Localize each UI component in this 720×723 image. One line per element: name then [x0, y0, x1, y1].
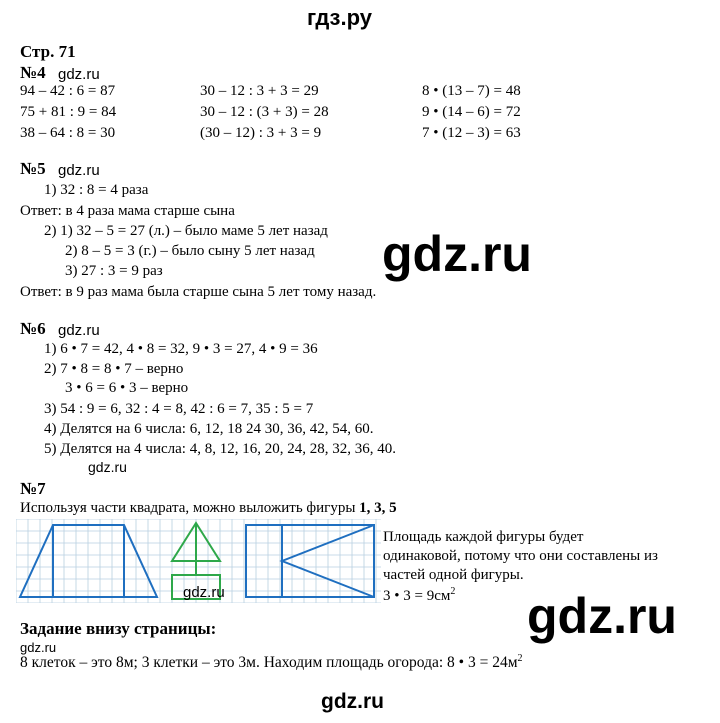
- equation: 75 + 81 : 9 = 84: [20, 104, 117, 120]
- page-number: Стр. 71: [20, 42, 76, 61]
- equation: 30 – 12 : (3 + 3) = 28: [200, 104, 329, 120]
- trapezoid-figure: [20, 525, 157, 597]
- solution-line: 1) 32 : 8 = 4 раза: [44, 182, 149, 198]
- task-text: 8 клеток – это 8м; 3 клетки – это 3м. Находим площадь огорода:: [20, 654, 444, 671]
- exercise-4-title: №4: [20, 63, 46, 82]
- exercise-7-title: №7: [20, 479, 46, 498]
- equation: (30 – 12) : 3 + 3 = 9: [200, 125, 322, 141]
- solution-line: 3 • 6 = 6 • 3 – верно: [65, 380, 189, 396]
- watermark: gdz.ru: [58, 66, 100, 83]
- equation: 94 – 42 : 6 = 87: [20, 83, 116, 99]
- solution-line: 4) Делятся на 6 числа: 6, 12, 18 24 30, 36, 42, 54, 60.: [44, 421, 374, 437]
- solution-line: 3) 27 : 3 = 9 раз: [65, 263, 163, 279]
- solution-line: 1) 6 • 7 = 42, 4 • 8 = 32, 9 • 3 = 27, 4 • 9 = 36: [44, 341, 318, 357]
- equation: 9 • (14 – 6) = 72: [422, 104, 521, 120]
- explanation-line: одинаковой, потому что они составлены из: [383, 548, 658, 564]
- bottom-task-text: [20, 654, 523, 671]
- answer-line: Ответ: в 4 раза мама старше сына: [20, 203, 235, 219]
- equation: 8 • (13 – 7) = 48: [422, 83, 521, 99]
- footer-site-title: gdz.ru: [321, 690, 384, 713]
- equation: 30 – 12 : 3 + 3 = 29: [200, 83, 319, 99]
- solution-line: 3) 54 : 9 = 6, 32 : 4 = 8, 42 : 6 = 7, 35 : 5 = 7: [44, 401, 314, 417]
- exercise-7-intro: [20, 500, 397, 517]
- watermark: gdz.ru: [58, 322, 100, 339]
- watermark: gdz.ru: [20, 640, 57, 655]
- explanation-line: частей одной фигуры.: [383, 567, 524, 583]
- watermark-large: gdz.ru: [527, 588, 677, 644]
- area-value: 3 • 3 = 9см: [383, 588, 451, 604]
- solution-line: 2) 1) 32 – 5 = 27 (л.) – было маме 5 лет назад: [44, 223, 328, 239]
- figure-numbers: 1, 3, 5: [359, 500, 397, 516]
- header-site-title: гдз.ру: [307, 5, 372, 30]
- equation: 7 • (12 – 3) = 63: [422, 125, 521, 141]
- exercise-5-title: №5: [20, 159, 46, 178]
- task-result: 8 • 3 = 24м: [447, 654, 518, 671]
- area-calculation: [383, 588, 455, 605]
- watermark: gdz.ru: [58, 162, 100, 179]
- watermark: gdz.ru: [88, 459, 127, 475]
- solution-line: 5) Делятся на 4 числа: 4, 8, 12, 16, 20, 24, 28, 32, 36, 40.: [44, 441, 396, 457]
- watermark-large: gdz.ru: [382, 226, 532, 282]
- equation: 38 – 64 : 8 = 30: [20, 125, 116, 141]
- bottom-task-title: Задание внизу страницы:: [20, 619, 217, 638]
- answer-line: Ответ: в 9 раз мама была старше сына 5 лет тому назад.: [20, 284, 377, 300]
- explanation-line: Площадь каждой фигуры будет: [383, 529, 584, 545]
- task-result-exponent: 2: [517, 652, 523, 664]
- intro-text: Используя части квадрата, можно выложить фигуры: [20, 500, 356, 516]
- k-shape-figure: [246, 525, 374, 597]
- solution-line: 2) 8 – 5 = 3 (г.) – было сыну 5 лет назад: [65, 243, 315, 259]
- solution-line: 2) 7 • 8 = 8 • 7 – верно: [44, 361, 184, 377]
- area-exponent: 2: [450, 586, 456, 597]
- watermark: gdz.ru: [183, 584, 225, 601]
- exercise-6-title: №6: [20, 319, 46, 338]
